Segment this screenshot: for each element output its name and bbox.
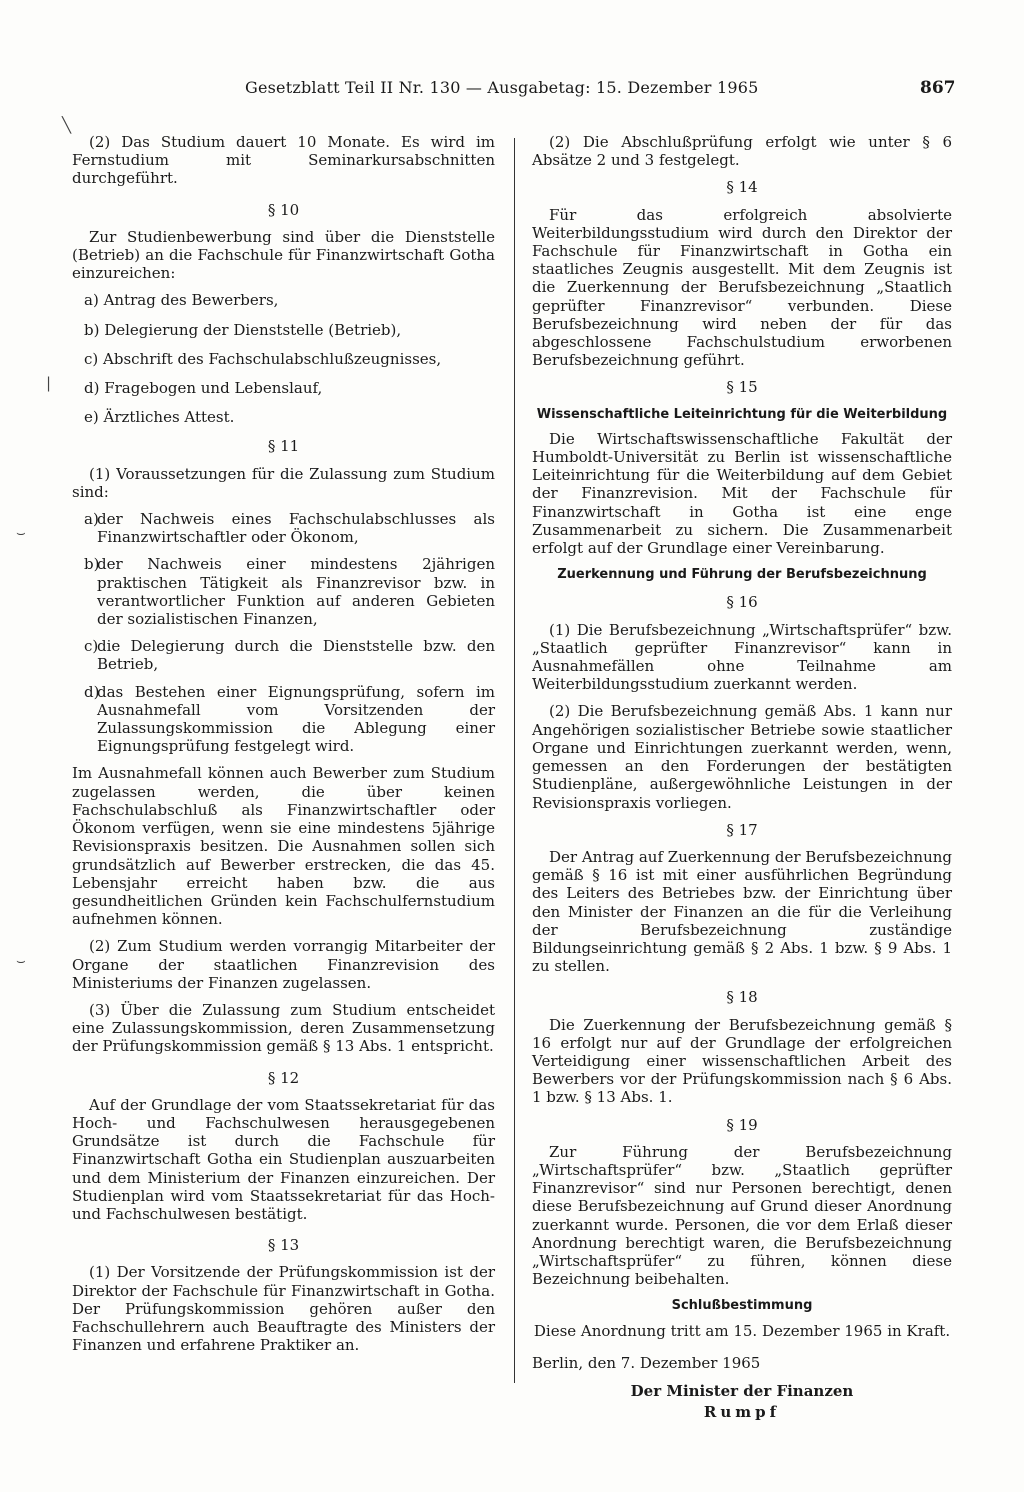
right-column — [532, 133, 952, 1421]
list-item-label: b) — [84, 555, 100, 574]
list-item: a) Antrag des Bewerbers, — [84, 291, 279, 310]
section-16-paragraph-1: (1) Die Berufsbezeichnung „Wirtschaftsprüfer“ bzw. „Staatlich geprüfter Finanzrevisor“ kann in Ausnahmefällen ohne Teilnahme am Weiterbildungsstudium zuerkannt werden. — [532, 620, 952, 694]
signature-name: Rumpf — [703, 1403, 781, 1422]
page-header — [0, 78, 1024, 108]
section-19-heading: § 19 — [726, 1115, 758, 1134]
final-provision-title: Schlußbestimmung — [671, 1298, 813, 1314]
section-19-text: Zur Führung der Berufsbezeichnung „Wirtschaftsprüfer“ bzw. „Staatlich geprüfter Finanzrevisor“ sind nur Personen berechtigt, denen diese Berufsbezeichnung auf Grund dieser Anordnung zuerkannt wurde. Personen, die vor dem Erlaß dieser Anordnung berechtigt waren, die Berufsbezeichnung „Wirtschaftsprüfer“ zu führen, können diese Bezeichnung beibehalten. — [532, 1142, 952, 1289]
list-item-label: a) — [84, 510, 99, 529]
margin-mark: ⌣ — [16, 524, 26, 542]
section-12-heading: § 12 — [267, 1068, 300, 1087]
block-title: Zuerkennung und Führung der Berufsbezeichnung — [557, 567, 927, 583]
list-item-text: die Delegierung durch die Dienststelle bzw. den Betrieb, — [97, 637, 495, 674]
section-12-text: Auf der Grundlage der vom Staatssekretariat für das Hoch- und Fachschulwesen herausgegebenen Grundsätze ist durch die Fachschule für Finanzwirtschaft Gotha ein Studienplan auszuarbeiten und dem Ministerium der Finanzen einzureichen. Der Studienplan wird vom Staatssekretariat für das Hoch- und Fachschulwesen bestätigt. — [72, 1095, 495, 1223]
list-item-label: c) — [84, 637, 99, 656]
section-17-text: Der Antrag auf Zuerkennung der Berufsbezeichnung gemäß § 16 ist mit einer ausführlichen Begründung des Leiters des Betriebes bzw. der Einrichtung über den Minister der Finanzen an die für die Verleihung der Berufsbezeichnung zuständige Bildungseinrichtung gemäß § 2 Abs. 1 bzw. § 9 Abs. 1 zu stellen. — [532, 847, 952, 976]
list-item — [72, 555, 495, 628]
list-item: d) Fragebogen und Lebenslauf, — [84, 379, 323, 398]
section-18-text: Die Zuerkennung der Berufsbezeichnung gemäß § 16 erfolgt nur auf der Grundlage der erfolgreichen Verteidigung einer wissenschaftlichen Arbeit des Bewerbers vor der Prüfungskommission nach § 6 Abs. 1 bzw. § 13 Abs. 1. — [532, 1015, 952, 1107]
section-11-heading: § 11 — [267, 437, 300, 456]
list-item-text: das Bestehen einer Eignungsprüfung, sofern im Ausnahmefall vom Vorsitzenden der Zulassungskommission die Ablegung einer Eignungsprüfung festgelegt wird. — [97, 682, 495, 756]
section-13-paragraph-2: (2) Die Abschlußprüfung erfolgt wie unter § 6 Absätze 2 und 3 festgelegt. — [532, 133, 952, 170]
section-11-intro: (1) Voraussetzungen für die Zulassung zum Studium sind: — [72, 464, 495, 501]
header-title: Gesetzblatt Teil II Nr. 130 — Ausgabetag: 15. Dezember 1965 — [245, 78, 759, 97]
list-item: c) Abschrift des Fachschulabschlußzeugnisses, — [84, 349, 442, 368]
left-column — [72, 133, 495, 1363]
margin-mark: | — [46, 374, 52, 392]
list-item — [72, 510, 495, 546]
column-divider — [514, 138, 515, 1383]
list-item-text: der Nachweis eines Fachschulabschlusses als Finanzwirtschaftler oder Ökonom, — [97, 510, 495, 547]
section-10-heading: § 10 — [267, 200, 300, 219]
section-11-exception: Im Ausnahmefall können auch Bewerber zum Studium zugelassen werden, die über keinen Fachschulabschluß als Finanzwirtschaftler oder Ökonom verfügen, wenn sie eine mindestens 5jährige Revisionspraxis besitzen. Die Ausnahmen sollen sich grundsätzlich auf Bewerber erstrecken, die das 45. Lebensjahr erreicht haben bzw. die aus gesundheitlichen Gründen kein Fachschulfernstudium aufnehmen können. — [72, 764, 495, 929]
final-provision-text: Diese Anordnung tritt am 15. Dezember 1965 in Kraft. — [533, 1321, 951, 1340]
section-11-paragraph-2: (2) Zum Studium werden vorrangig Mitarbeiter der Organe der staatlichen Finanzrevision des Ministeriums der Finanzen zugelassen. — [72, 937, 495, 992]
section-17-heading: § 17 — [726, 820, 758, 839]
list-item-label: d) — [84, 682, 100, 701]
list-item — [72, 637, 495, 673]
section-16-heading: § 16 — [726, 593, 758, 612]
section-11-paragraph-3: (3) Über die Zulassung zum Studium entscheidet eine Zulassungskommission, deren Zusammensetzung der Prüfungskommission gemäß § 13 Abs. 1 entspricht. — [72, 1000, 495, 1056]
list-item-text: der Nachweis einer mindestens 2jährigen praktischen Tätigkeit als Finanzrevisor bzw. in verantwortlicher Funktion auf anderen Gebieten der sozialistischen Finanzen, — [97, 555, 495, 629]
list-item: b) Delegierung der Dienststelle (Betrieb), — [84, 320, 402, 339]
section-15-text: Die Wirtschaftswissenschaftliche Fakultät der Humboldt-Universität zu Berlin ist wissenschaftliche Leiteinrichtung für die Weiterbildung auf dem Gebiet der Finanzrevision. Mit der Fachschule für Finanzwirtschaft in Gotha ist eine enge Zusammenarbeit zu sichern. Die Zusammenarbeit erfolgt auf der Grundlage einer Vereinbarung. — [532, 429, 952, 558]
section-14-text: Für das erfolgreich absolvierte Weiterbildungsstudium wird durch den Direktor der Fachschule für Finanzwirtschaft in Gotha ein staatliches Zeugnis ausgestellt. Mit dem Zeugnis ist die Zuerkennung der Berufsbezeichnung „Staatlich geprüfter Finanzrevisor“ verbunden. Diese Berufsbezeichnung wird neben der für das abgeschlossene Fachschulstudium erworbenen Berufsbezeichnung geführt. — [532, 205, 952, 370]
section-13-text: (1) Der Vorsitzende der Prüfungskommission ist der Direktor der Fachschule für Finanzwirtschaft in Gotha. Der Prüfungskommission gehören außer den Fachschullehrern auch Beauftragte des Ministers der Finanzen und erfahrene Praktiker an. — [72, 1263, 495, 1355]
margin-mark: ╲ — [62, 116, 72, 134]
section-15-title: Wissenschaftliche Leiteinrichtung für die Weiterbildung — [536, 406, 948, 422]
list-item — [72, 683, 495, 756]
margin-mark: ⌣ — [16, 952, 26, 970]
page-number: 867 — [920, 78, 956, 98]
section-15-heading: § 15 — [726, 378, 758, 397]
list-item: e) Ärztliches Attest. — [84, 408, 235, 427]
paragraph-9-2: (2) Das Studium dauert 10 Monate. Es wird im Fernstudium mit Seminarkursabschnitten durchgeführt. — [72, 133, 495, 188]
section-13-heading: § 13 — [267, 1236, 300, 1255]
signature-title: Der Minister der Finanzen — [630, 1381, 854, 1400]
section-14-heading: § 14 — [726, 178, 758, 197]
section-18-heading: § 18 — [726, 988, 758, 1007]
section-16-paragraph-2: (2) Die Berufsbezeichnung gemäß Abs. 1 kann nur Angehörigen sozialistischer Betriebe sowie staatlicher Organe und Einrichtungen zuerkannt werden, wenn, gemessen an den Forderungen der bestätigten Studienpläne, außergewöhnliche Leistungen in der Revisionspraxis vorliegen. — [532, 702, 952, 812]
date-line: Berlin, den 7. Dezember 1965 — [532, 1353, 761, 1372]
section-10-intro: Zur Studienbewerbung sind über die Dienststelle (Betrieb) an die Fachschule für Finanzwirtschaft Gotha einzureichen: — [72, 227, 495, 283]
